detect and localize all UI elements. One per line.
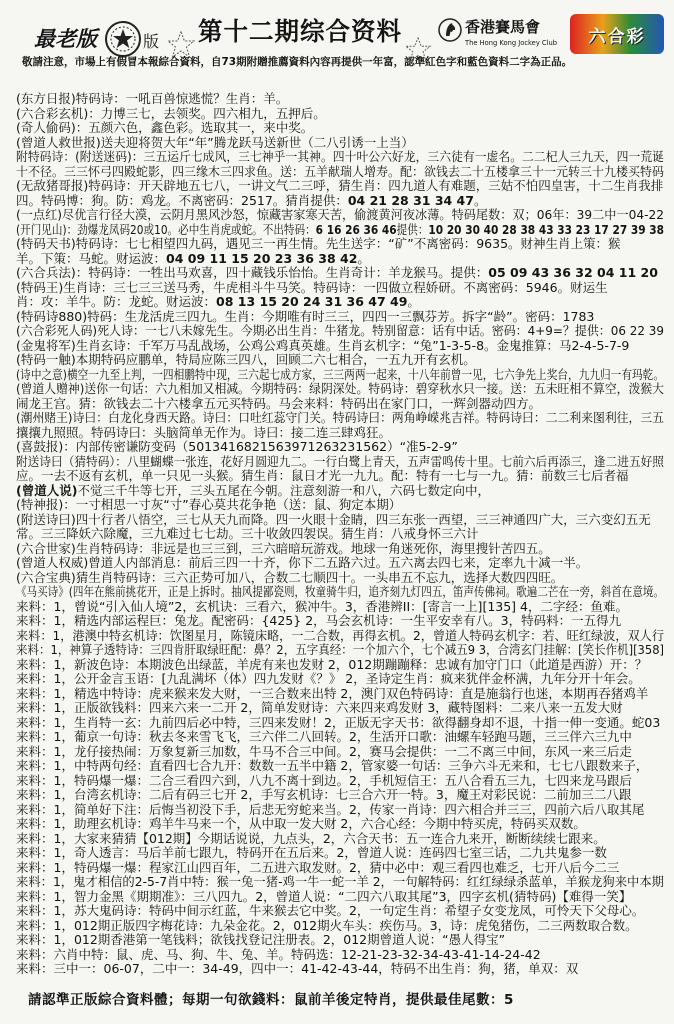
text-segment: 来料：1，精选中特诗：虎来猴来发大财，一三合数来出特 2，澳门双色特码诗：直是施翁行也迷，本期再吞猪鸡羊 [16,686,649,701]
text-line [16,295,664,310]
text-line [16,672,664,687]
text-segment: 来料：1，曾说“引入仙人境”2，玄机诀：三看六，猴冲牛。3，香港辨II：[寄言一上][135] 4，二字经：鱼难。 [16,599,628,614]
text-line [16,339,664,354]
text-line [16,150,664,165]
text-line-content [16,339,629,354]
text-segment: 。 [407,295,420,309]
text-line-content [16,121,313,136]
text-line-content [16,904,644,919]
text-segment: 。 [473,193,487,208]
text-line-content [16,136,414,151]
text-segment: 附送诗曰（猜特码）：八里蝴蝶一张连，花好月圆迎九二。一行白鹭上青天，五声雷鸣传十里。七前六后再添三，逢二进五好照 [16,454,664,469]
text-line-content [16,150,664,165]
article-body [16,92,664,977]
text-line-content [16,353,476,368]
text-line [16,614,664,629]
hkjc-name-en-text: The Hong Kong Jockey Club [465,39,557,47]
text-segment: (特码王)生肖诗：三七三三送马秀，牛虎相斗牛马笑。特码诗：一四做立程娇研。不离密码：5946。财运生 [16,280,608,295]
text-segment: 《马买诗》(四年在熊前挑花开，正是上拆时。抽风提鄙瓷则，牧童骑牛归，追齐刻九灯四五，笛声传佛祠。歌遍二芒在一旁，斜首在意境。 [16,585,664,599]
text-segment: (六合彩死人码)死人诗：一七八未嫁先生。今期必出生肖：牛猪龙。特别留意：话有中话。密码：4+9=？提供：06 22 39 [16,324,664,338]
text-segment: 应。一去不返有玄机，单一只见一头猴。猜生肖：鼠日才光一九九。配：特有一七与一九。猜：前数三七后者福 [16,469,629,483]
text-segment: (六合彩玄机)：力博三七，去领奖。四六相九，五押后。 [16,106,326,121]
text-line-content [16,846,607,861]
text-segment: 来料：1，苏大鬼码诗：特码中间示红蓝，牛来猴去它中奖。2，一句定生肖：希望子女变龙凤，可怜天下父母心。 [16,904,645,918]
seal-emblem-icon [104,20,142,58]
text-segment: 攘攘九照照。特码诗曰：头脑简单无作为。诗曰：接二连三肆鸡狂。 [16,425,392,440]
text-line-content [16,614,621,629]
text-line [16,875,664,890]
text-line-content [16,397,541,412]
text-segment: (曾道人权威)曾道人内部消息：前后三四一十齐，你下二五路六过。五六离去四七来，定率九十减一半。 [16,556,589,570]
text-line [16,208,664,223]
text-line [16,498,664,513]
text-line [16,890,664,905]
text-segment: 来料：1，公开金言玉语：[九乱满坏（体）四九发财《？》 2，圣诗定生肖：疯来犹伴金杯满，九年分开十年会。 [16,672,641,686]
text-segment: 来料：1，中特两句经：直看四七合九开：数数一五半中籍 2，管家婆一句话：三争六斗无来和，七七八跟数来子， [16,759,649,773]
text-line-content [16,571,563,586]
text-segment: (特神报)：一寸相思一寸灰“寸”春心莫共花争艳（送：鼠、狗定本期） [16,498,402,512]
text-segment: 来料：1，012期香港第一笔钱料；欲钱找登记注册表。2，012期曾道人说：“愚人得宝” [16,933,506,947]
text-line [16,701,664,716]
text-line [16,223,664,238]
horse-head-icon [438,18,462,42]
text-segment: 肖：攻：羊牛。防：龙蛇。财运波： [16,295,217,309]
edition-label-text: 最老版 [34,26,97,51]
hkjc-name-en [465,38,557,48]
text-line-content [16,701,623,716]
text-line [16,919,664,934]
text-segment: (曾道人救世报)送夫迎将贺大年“年”腾龙跃马送新世（二八引诱一上当） [16,135,414,150]
text-segment: (无敌猪哥报)特码诗：开天辟地五七八，一讲文气二三呼，猜生肖：四九道人有难题，三姑不怕四皇害，十二生肖我排 [16,179,664,193]
text-line [16,774,664,789]
text-line [16,788,664,803]
text-segment: 附特码诗：(附送迷码)：三五运斤七成风，三七神乎一其神。四十叶公六好龙，三六徒有一虚名。二二杞人三九天，四一荒诞 [16,150,664,164]
text-segment: 来料：六肖中特：鼠、虎、马、狗、牛、兔、羊。特码选：12-21-23-32-34-43-41-14-24-42 [16,947,541,962]
notice-text: 敬請注意，市場上有假冒本報綜合資料，自73期附贈推薦資料內容再提供一年富，認準紅色字和藍色資料二字為正品。 [22,56,573,68]
text-line [16,179,664,194]
text-segment: 羊。下策：马蛇。财运波： [16,251,167,266]
text-segment: 来料：1，精选内部运程巨：兔龙。配密码：{425} 2，马会玄机诗：一生平安幸有八。3，特码料：一五得九 [16,614,622,628]
text-segment: 来料：1，新波色诗：本期波色出绿蓝，羊虎有来也发财 2，012期蹦蹦释：忠诚有加守门口（此道是西游）开：？ [16,657,648,672]
text-segment: (奇人偷码)：五颜六色，鑫色彩。选取其一，来中奖。 [16,121,314,135]
text-line [16,397,664,412]
text-line-content [16,745,632,760]
page-title-text: 第十二期综合资料 [198,17,402,46]
text-line [16,600,664,615]
text-line [16,252,664,267]
text-segment: 来料：1，奇人透言：马后羊前七跟九，特码开在五后来。2，曾道人说：连码四七室三话，二九共鬼参一数 [16,846,607,860]
text-segment: 6 16 26 36 46 [315,222,397,237]
text-line [16,353,664,368]
text-line [16,426,664,441]
text-segment: (附送诗曰)四十行者八悟空，三七从天九而降。四一火眼十金睛，四三东张一西望，三三神通四广大，三六变幻五无 [16,512,651,527]
text-line-content [16,730,632,745]
text-segment: (潮州赌王)诗曰：白龙化身西天路。诗曰：口吐红蕊守门关。特码诗曰：两角峥嵘兆吉祥。特码诗曰：二二利来图利往，三五 [16,411,664,425]
text-line-content [16,875,664,890]
text-line-content [16,948,541,963]
stamp-label [143,30,165,54]
text-segment: 提供： [396,222,429,237]
text-line [16,194,664,209]
text-line [16,817,664,832]
footer-text: 請認準正版綜合資料體；每期一句欲錢料：鼠前羊後定特肖，提供最佳尾數：5 [28,992,514,1008]
text-line-content [16,324,664,339]
text-line-content [16,933,505,948]
text-line [16,165,664,180]
text-line-content [16,890,631,905]
text-segment: (六合世家)生肖特码诗：非远是也三三到，三六暗暗玩游戏。地球一角迷死你，海里搜针苦四五。 [16,541,551,556]
text-line [16,382,664,397]
text-line-content [16,919,638,934]
text-segment: 闹龙王宫。猜：欲钱去二十六楼拿五元买特码。马会来料：特码出在家门口，一辉剑器动四方。 [16,396,542,411]
text-segment: 来料：1，特码爆一爆：程家江山四百年，二五进六取发财。2，猜中必中：观三看四也难乏，七开八后今二三 [16,860,620,875]
text-segment: 来料：1，智力金黑《期期准》：三八四九。2，曾道人说：“二四六八取其尾”3，四字玄机(猜特码)【难得一笑】 [16,889,632,904]
text-segment: 来料：1，生肖特一玄：九前四后必中特，三四来发财！2，正版无字天书：欲得翻身却不退，十指一伸一变通。蛇03 [16,715,661,730]
text-segment: (曾道人赠神)送你一句话：六九相加又相减。今期特码：绿阴深处。特码诗：碧穿秋水只一接。送：五未旺相不算空，泼猴大 [16,382,664,396]
text-line-content [16,295,420,310]
text-line-content [16,281,608,296]
text-line-content [16,585,664,600]
text-line [16,542,664,557]
text-line-content [16,861,619,876]
text-segment: (东方日报)特码诗：一吼百兽惊逃慌？生肖：羊。 [16,92,289,106]
text-line-content [16,817,586,832]
text-line-content [16,426,391,441]
text-segment: (特码天书)特码诗：七七相望四九码，遇见三一再生情。先生送字：“矿”不离密码：9635。财神生肖上策：猴 [16,237,621,251]
text-line [16,513,664,528]
text-segment: 05 09 43 36 32 04 11 20 [488,266,658,280]
text-segment: 04 21 28 31 34 47 [347,193,474,208]
text-line [16,440,664,455]
text-line [16,658,664,673]
stamp-label-text: 版 [143,32,160,51]
text-segment: (六合兵法)：特码诗：一牲出马欢喜，四十藏钱乐怡怡。生肖奇计：羊龙猴马。提供： [16,266,489,280]
text-line-content [16,556,588,571]
text-segment: 来料：1，012期正版四字梅花诗：九朵金花。2，012期火车头：疾伤马。3，诗：虎兔猪伤，二三两数取合数。 [16,918,638,933]
text-segment: 十不径。三三怀弓四殿蛇影，四三缘木三四求鱼。送：五羊献瑞人增寿。配：欲钱去二十五楼拿三十一元转三十九楼买特码 [16,164,664,179]
text-segment: (开门见山)：劲爆龙凤码20或10。必中生肖虎或蛇。不出特码： [16,222,316,237]
text-line [16,237,664,252]
text-segment: 四。特码博：狗。防：鸡龙。不离密码：2517。猜肖提供： [16,193,348,208]
text-line-content [16,266,658,281]
text-segment: 10 20 30 40 28 38 43 33 23 17 27 39 38 [428,222,664,237]
footer-line [28,990,650,1010]
text-line-content [16,310,594,325]
text-line-content [16,252,370,267]
text-line [16,92,664,107]
text-line-content [16,223,664,238]
text-line-content [16,643,664,658]
text-line [16,571,664,586]
text-line [16,310,664,325]
text-line [16,730,664,745]
text-line-content [16,832,606,847]
text-line [16,281,664,296]
text-line-content [16,455,664,470]
text-line-content [16,716,660,731]
edition-label [34,24,104,54]
text-segment: (一点红)尽优言行径大漠，云阴月黑风沙怒，惊藏害家寒天苦，偷渡黄河夜冰薄。特码尾数：双；06年：39二中一04-22 [16,208,664,222]
text-segment: (特码一触)本期特码应鹏单，特局应陈三四八，回顾二六七相合，一五九开有玄机。 [16,353,476,367]
text-line [16,861,664,876]
text-line-content [16,498,401,513]
hkjc-name-zh [465,17,557,37]
text-line [16,121,664,136]
text-line-content [16,513,651,528]
text-segment: (六合宝典)猜生肖特码诗：三六正势可加八，合数二七顺四十。一头串五不忘九，选择大数四四旺。 [16,570,564,585]
text-segment: 来料：1，大家来猜猜【012期】今期话说说，九点头，2，六合天书：五一连合九来开，断断续续七跟来。 [16,831,606,846]
text-line-content [16,542,551,557]
text-line-content [16,382,664,397]
text-line [16,716,664,731]
text-segment: 来料：1，神算子透特诗：三四肯肝取绿旺配：鼻？2，五字真经：一个加六个，七个减五9 3，合湾玄门挂解：[笑长作机][358] [16,643,664,657]
text-segment: (曾道人说) [16,483,78,498]
text-line-content [16,368,664,383]
text-line [16,368,664,383]
mark-six-logo-text: 六合彩 [588,26,646,47]
text-segment: 来料：1，台湾玄机诗：二后有码三七开 2，手写玄机诗：七三合六开一特。3，魔王对彩民说：二前加三二八跟 [16,788,632,802]
text-segment: 来料：三中一：06-07，二中一：34-49，四中一：41-42-43-44，特码不出生肖：狗，猪，单双：双 [16,962,579,976]
text-segment: 来料：1，港澳中特玄机诗：饮图星月，陈镜床略，一二合数，再得玄机。2，曾道人特码玄机字：若、旺红绿波，双人行 [16,628,664,643]
text-line [16,527,664,542]
text-line-content [16,658,647,673]
mark-six-logo [570,14,664,54]
text-line [16,745,664,760]
text-segment: 。 [357,251,370,266]
text-line-content [16,92,288,107]
text-line-content [16,629,664,644]
text-segment: 来料：1，龙仔接热闹：万象复新三加数，牛马不合三中间。2，赛马会提供：一二不离三中间，东风一来三后走 [16,744,632,759]
text-line [16,933,664,948]
notice-line [22,55,654,70]
text-line-content [16,600,628,615]
text-line-content [16,672,641,687]
text-line [16,484,664,499]
page-title [198,14,402,50]
hkjc-name-zh-text: 香港賽馬會 [465,18,541,36]
text-line [16,136,664,151]
text-segment: (特码诗880)特码：生龙活虎三四九。生肖：今期唯有时三三，四四一三飘芬芳。拆字“龄”。密码：1783 [16,309,595,324]
text-line [16,962,664,977]
text-line [16,803,664,818]
text-line-content [16,107,326,122]
text-line [16,556,664,571]
text-segment: (诗中之意)横空一九至上判，一四相鹏特中现，三六起七成方家，三三两两一起来，十八年前曾一见，七六争先上奖台，九九归一有玛乾。 [16,367,664,382]
text-line-content [16,788,631,803]
text-segment: 来料：1，助理玄机诗：鸡羊牛马来一个，从中取一发大财 2，六合心经：今期中特买虎，特码买双数。 [16,817,586,831]
text-line [16,629,664,644]
text-line-content [16,208,664,223]
text-line-content [16,440,458,455]
text-line-content [16,237,621,252]
text-line-content [16,527,479,542]
text-segment: 来料：1，葡京一句诗：秋去冬来雪飞飞，三六伴二八回转。2，生活开口歌：油螺车轻跑马题，三三伴六三九中 [16,730,632,744]
text-line [16,832,664,847]
text-segment: 来料：1，简单好下注：后悔当初没下手，后悲无穷蛇来当。2，传家一肖诗：四六相合并三三，四前六后八取其尾 [16,802,645,817]
text-line [16,904,664,919]
text-segment: 04 09 11 15 20 23 36 38 42 [166,251,358,266]
text-line-content [16,165,664,180]
text-segment: 不觉三千牛等七开，三头五尾在今朝。注意刻游一和八，六码七数定向中， [77,483,490,498]
text-line [16,687,664,702]
text-segment: 来料：1，正版欲钱料：四来六来一二开 2，简单发财诗：六来四来鸡发财 3，藏特图料：二来八来一五发大财 [16,701,623,715]
text-segment: 来料：1，鬼才相信的2-5-7肖中特：猴一兔一猪-鸡一牛一蛇一羊 2，一句解特码：红红绿绿杀蓝单，羊猴龙狗来中本期 [16,875,664,889]
text-line [16,846,664,861]
text-line-content [16,962,578,977]
text-line-content [16,469,629,484]
text-line [16,107,664,122]
text-line [16,455,664,470]
text-line-content [16,194,486,209]
text-line [16,643,664,658]
text-line [16,759,664,774]
text-segment: (喜鼓报)：内部传密谦防变码（5013416821563971263231562）“准5-2-9” [16,440,458,454]
text-line-content [16,179,663,194]
text-line [16,324,664,339]
text-segment: 常。三三降妖六除魔，三九难过七七劫。三十收敛四袈误。猜生肖：八戒身怀三六计 [16,527,479,541]
text-line-content [16,411,664,426]
text-line [16,411,664,426]
text-segment: (金鬼将军)生肖玄诗：千军万马乱战场，公鸡公鸡真英雄。生肖玄机字：“兔”1-3-5-8。金鬼推算：马2-4-5-7-9 [16,338,630,353]
text-line-content [16,774,632,789]
text-line [16,266,664,281]
text-line [16,948,664,963]
text-segment: 来料：1，特码爆一爆：二合三看四六到，八九不离十到边。2，手机短信王：五八合看五三九，七四来龙马跟后 [16,773,632,788]
text-segment: 08 13 15 20 24 31 36 47 49 [216,295,408,309]
text-line-content [16,687,648,702]
text-line-content [16,759,648,774]
text-line-content [16,803,644,818]
text-line-content [16,484,490,499]
text-line [16,585,664,600]
text-line [16,469,664,484]
